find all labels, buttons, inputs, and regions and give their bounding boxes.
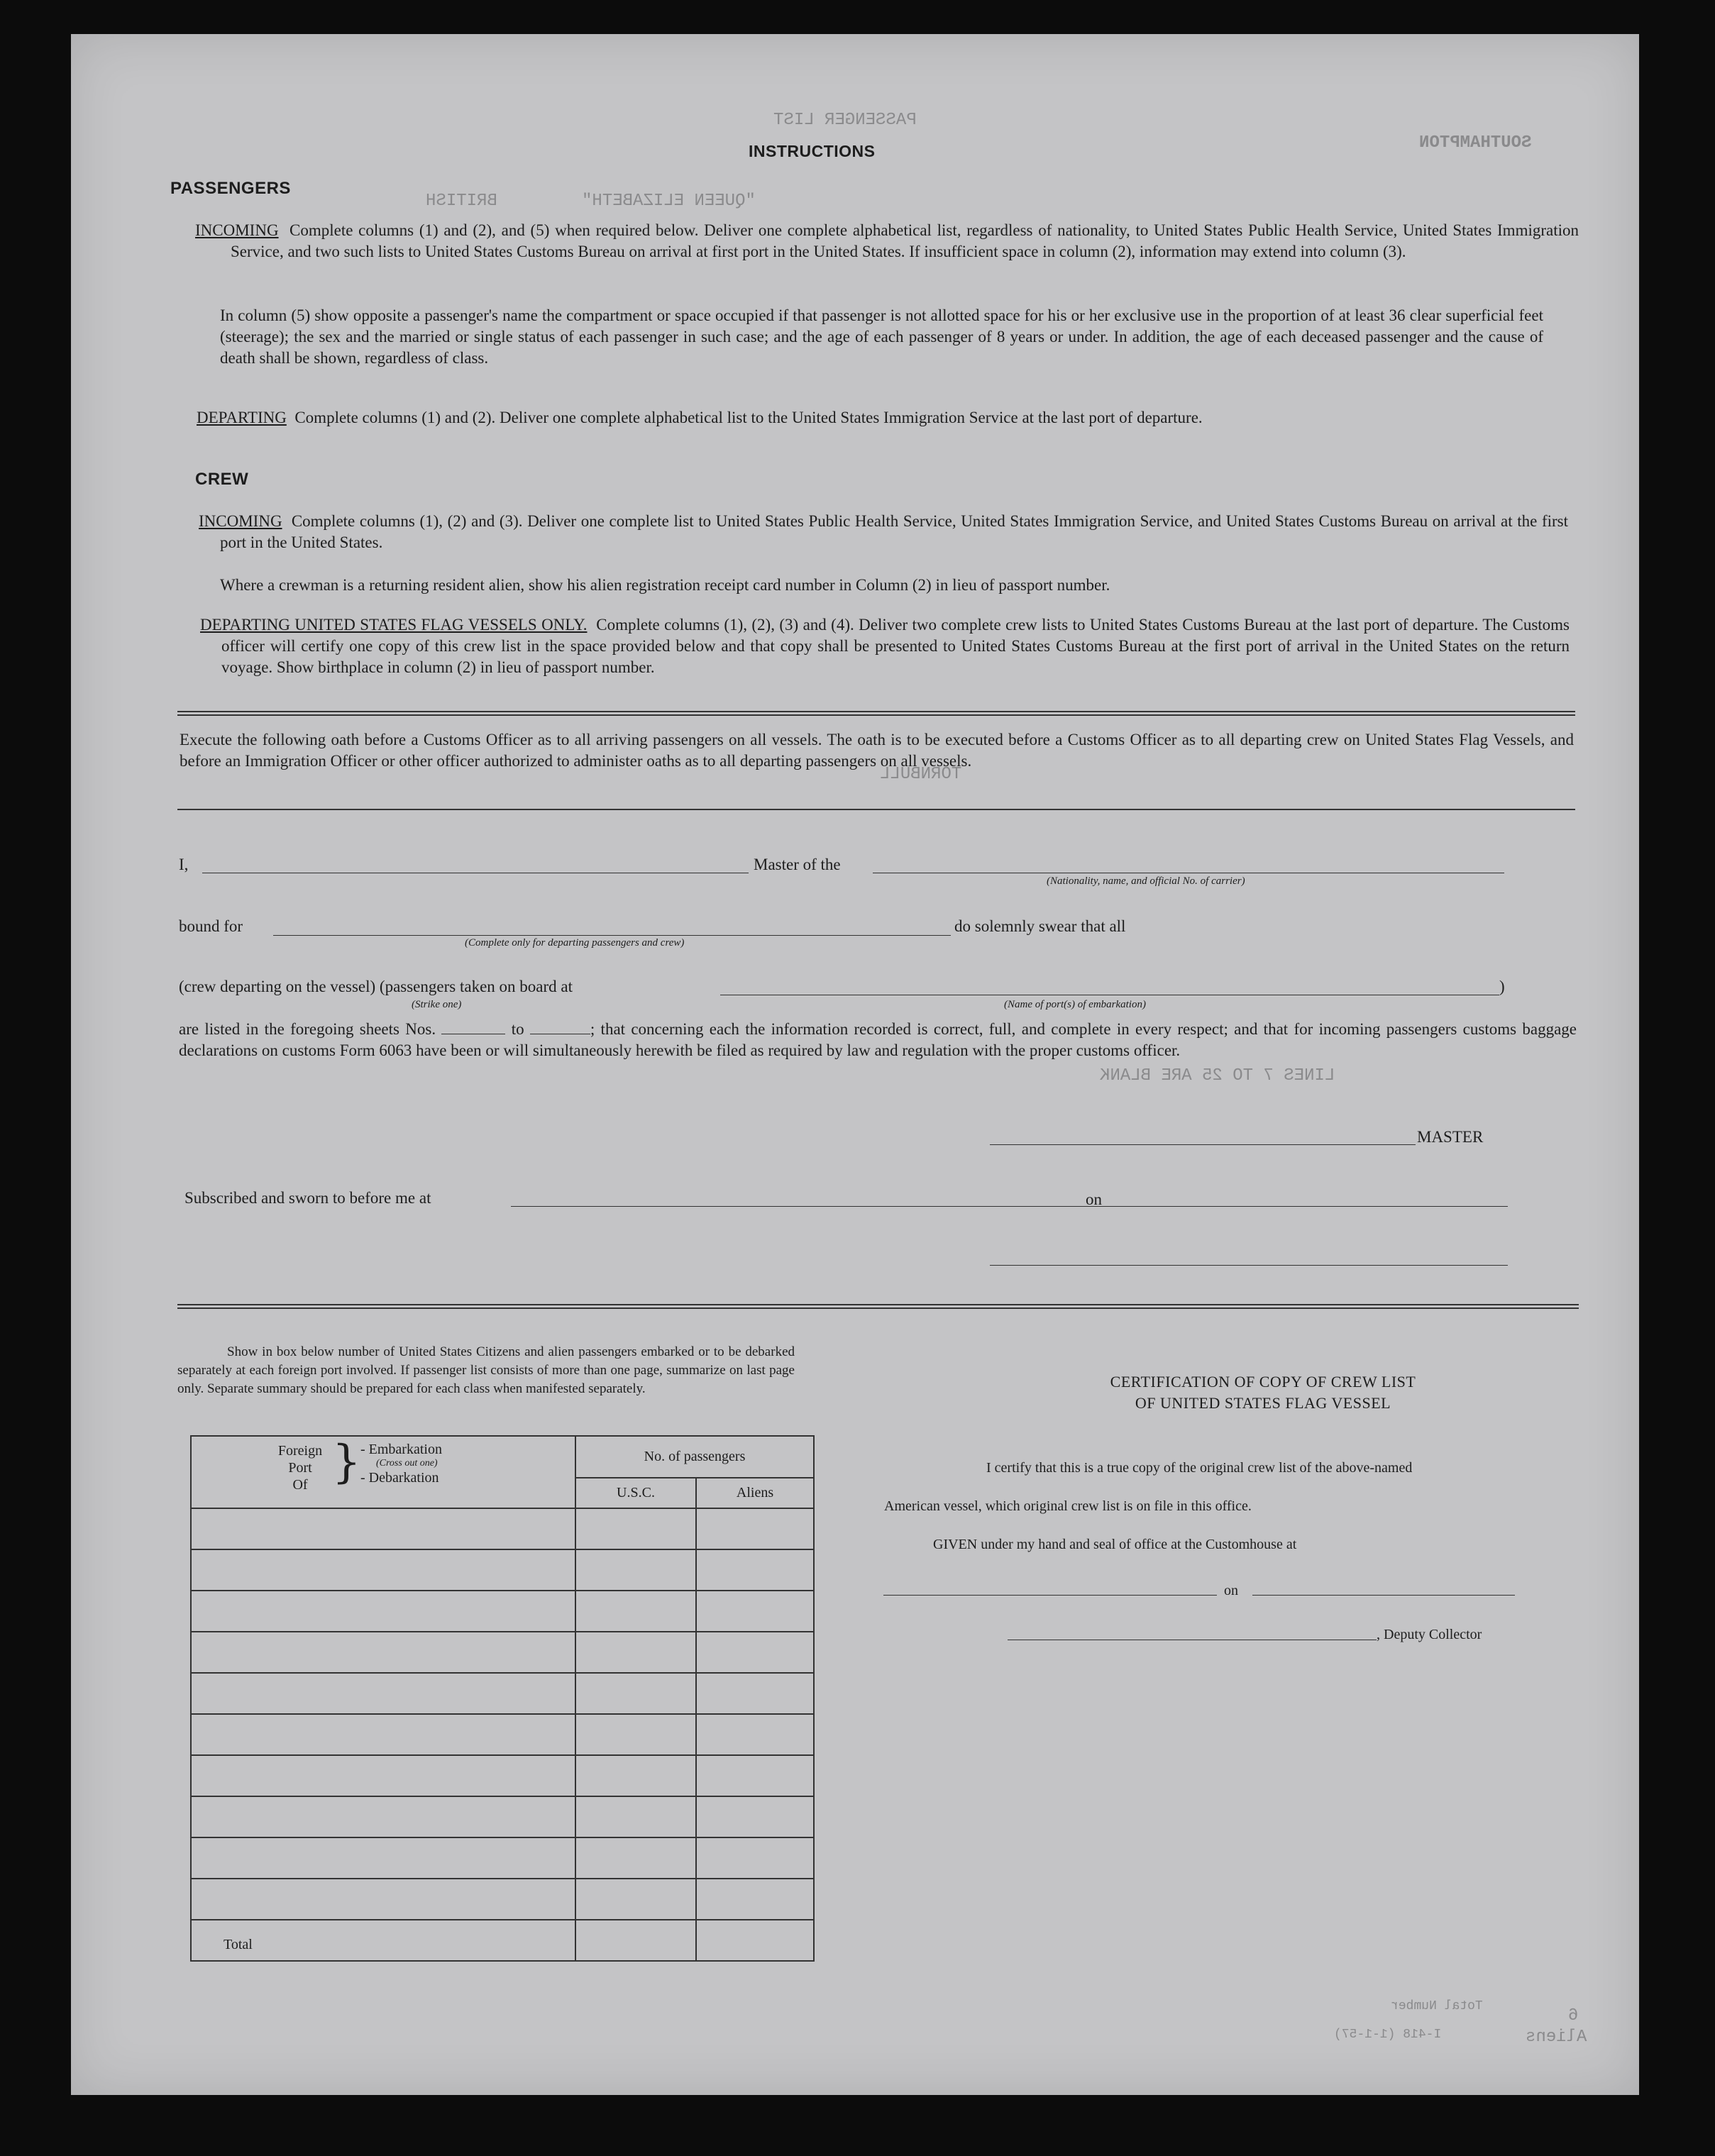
subscribed-on-label: on: [1086, 1190, 1102, 1208]
aliens-total-cell[interactable]: [696, 1920, 814, 1961]
subscribed-date-line[interactable]: [1121, 1206, 1508, 1207]
bleed-through-port: SOUTHAMPTON: [1419, 133, 1532, 153]
bleed-through-count: 6: [1568, 2006, 1579, 2025]
oath-listed-a: are listed in the foregoing sheets Nos.: [179, 1020, 436, 1038]
aliens-cell[interactable]: [696, 1837, 814, 1879]
oath-swear: do solemnly swear that all: [954, 917, 1126, 935]
usc-cell[interactable]: [575, 1755, 696, 1796]
carrier-hint: (Nationality, name, and official No. of carrier): [1047, 875, 1245, 887]
oath-intro: Execute the following oath before a Customs Officer as to all arriving passengers on all vessels. The oath is to be executed before a Customs Officer as to all departing crew on United States Flag Vessels, and before an Immigration Officer or other officer authorized to administer oaths as to all departing passengers on all vessels.: [180, 731, 1574, 770]
oath-divider: [177, 809, 1575, 810]
port-cell[interactable]: [191, 1714, 575, 1755]
aliens-cell[interactable]: [696, 1591, 814, 1632]
section-divider-top: [177, 711, 1575, 716]
usc-cell[interactable]: [575, 1673, 696, 1714]
passengers-departing-paragraph: [197, 407, 1565, 429]
certification-line3: GIVEN under my hand and seal of office at the Customhouse at: [933, 1537, 1297, 1552]
port-cell[interactable]: [191, 1796, 575, 1837]
bleed-through-name: TORNBULL: [880, 765, 962, 784]
port-cell[interactable]: [191, 1508, 575, 1549]
port-cell[interactable]: [191, 1591, 575, 1632]
certification-title-line2: OF UNITED STATES FLAG VESSEL: [1135, 1394, 1391, 1412]
crew-incoming-paragraph: [199, 511, 1568, 553]
passengers-departing-text: Complete columns (1) and (2). Deliver one complete alphabetical list to the United States Immigration Service at the last port of departure.: [294, 409, 1203, 426]
usc-cell[interactable]: [575, 1879, 696, 1920]
passenger-summary-table: [190, 1435, 815, 1962]
of-label: Of: [292, 1477, 308, 1493]
bleed-through-title: PASSENGER LIST: [773, 111, 917, 130]
passengers-column5-paragraph: In column (5) show opposite a passenger's name the compartment or space occupied if that passenger is not allotted space for his or her exclusive use in the proportion of at least 36 clear superficial feet (steerage); the sex and the married or single status of each passenger in such case; and the age of each passenger of 8 years or under. In addition, the age of each deceased passenger and the cause of death shall be shown, regardless of class.: [220, 306, 1543, 367]
subscribed-place-line[interactable]: [511, 1206, 1153, 1207]
port-label: Port: [288, 1460, 312, 1476]
certification-title-line1: CERTIFICATION OF COPY OF CREW LIST: [1110, 1373, 1416, 1391]
total-label: Total: [191, 1920, 575, 1961]
aliens-cell[interactable]: [696, 1755, 814, 1796]
foreign-port-header: [191, 1436, 575, 1508]
cross-out-hint: (Cross out one): [376, 1458, 438, 1469]
port-cell[interactable]: [191, 1837, 575, 1879]
certification-title: [993, 1371, 1533, 1414]
no-passengers-header: No. of passengers: [575, 1436, 814, 1478]
oath-crew-departing: (crew departing on the vessel) (passengers taken on board at: [179, 978, 573, 995]
aliens-cell[interactable]: [696, 1549, 814, 1591]
bound-for-hint: (Complete only for departing passengers and crew): [465, 937, 685, 949]
aliens-cell[interactable]: [696, 1632, 814, 1673]
oath-bound-for: bound for: [179, 917, 243, 935]
aliens-header: Aliens: [696, 1478, 814, 1508]
passengers-heading: PASSENGERS: [170, 179, 291, 198]
crew-resident-paragraph: Where a crewman is a returning resident alien, show his alien registration receipt card number in Column (2) in lieu of passport number.: [220, 576, 1110, 594]
subscribed-label: Subscribed and sworn to before me at: [184, 1189, 431, 1207]
usc-cell[interactable]: [575, 1714, 696, 1755]
customhouse-line[interactable]: [883, 1595, 1217, 1596]
page-title: INSTRUCTIONS: [749, 142, 876, 160]
aliens-cell[interactable]: [696, 1796, 814, 1837]
deputy-collector-label: , Deputy Collector: [1377, 1627, 1482, 1642]
port-cell[interactable]: [191, 1549, 575, 1591]
bleed-through-vessel: "QUEEN ELIZABETH": [582, 192, 756, 211]
usc-header: U.S.C.: [575, 1478, 696, 1508]
debarkation-label[interactable]: - Debarkation: [360, 1470, 439, 1486]
usc-cell[interactable]: [575, 1591, 696, 1632]
crew-departing-label: DEPARTING UNITED STATES FLAG VESSELS ONLY.: [200, 616, 588, 634]
crew-heading: CREW: [195, 470, 249, 489]
aliens-cell[interactable]: [696, 1508, 814, 1549]
bound-for-line[interactable]: [273, 935, 951, 936]
usc-cell[interactable]: [575, 1796, 696, 1837]
passengers-incoming-label: INCOMING: [195, 221, 279, 239]
strike-one-hint: (Strike one): [412, 999, 462, 1010]
bleed-through-aliens: Aliens: [1526, 2028, 1587, 2047]
port-cell[interactable]: [191, 1755, 575, 1796]
crew-departing-text: Complete columns (1), (2), (3) and (4). Deliver two complete crew lists to United States Customs Bureau at the last port of departure. The Customs officer will certify one copy of this crew list in the space provided below and that copy shall be presented to United States Customs Bureau at the first port of arrival in the United States on the return voyage. Show birthplace in column (2) in lieu of passport number.: [221, 616, 1570, 676]
usc-cell[interactable]: [575, 1837, 696, 1879]
port-cell[interactable]: [191, 1673, 575, 1714]
oath-close-paren: ): [1499, 978, 1505, 995]
certification-line1: I certify that this is a true copy of the original crew list of the above-named: [986, 1460, 1413, 1476]
passengers-incoming-paragraph: [195, 220, 1579, 262]
passengers-departing-label: DEPARTING: [197, 409, 287, 426]
oath-master-of: Master of the: [754, 856, 841, 873]
document-page: [71, 34, 1639, 2095]
brace-glyph: }: [332, 1436, 361, 1488]
oath-i-label: I,: [179, 856, 189, 873]
officer-signature-line[interactable]: [990, 1265, 1508, 1266]
bleed-through-form-no: I-418 (1-1-57): [1334, 2028, 1442, 2042]
usc-cell[interactable]: [575, 1508, 696, 1549]
crew-incoming-label: INCOMING: [199, 512, 282, 530]
usc-cell[interactable]: [575, 1549, 696, 1591]
port-embarkation-hint: (Name of port(s) of embarkation): [1004, 999, 1146, 1010]
master-label: MASTER: [1417, 1128, 1484, 1146]
bleed-through-total: Total Number: [1391, 1999, 1483, 2013]
aliens-cell[interactable]: [696, 1714, 814, 1755]
port-cell[interactable]: [191, 1879, 575, 1920]
oath-listed-to: to: [511, 1020, 524, 1038]
passengers-incoming-text: Complete columns (1) and (2), and (5) when required below. Deliver one complete alphabetical list, regardless of nationality, to United States Public Health Service, United States Immigration Service, and two such lists to United States Customs Bureau on arrival at first port in the United States. If insufficient space in column (2), information may extend into column (3).: [231, 221, 1579, 260]
section-divider-bottom: [177, 1304, 1579, 1309]
usc-total-cell[interactable]: [575, 1920, 696, 1961]
bleed-through-flag: BRITISH: [426, 192, 497, 211]
embarkation-label[interactable]: - Embarkation: [360, 1442, 442, 1457]
usc-cell[interactable]: [575, 1632, 696, 1673]
bleed-through-blank-note: LINES 7 TO 25 ARE BLANK: [1100, 1066, 1335, 1085]
aliens-cell[interactable]: [696, 1673, 814, 1714]
sheet-from-line[interactable]: [441, 1024, 505, 1034]
oath-listed-b: ; that concerning each the information recorded is correct, full, and complete in every respect; and that for incoming passengers customs baggage declarations on customs Form 6063 have been or will simultaneously herewith be filed as required by law and regulation with the proper customs officer.: [179, 1020, 1577, 1059]
aliens-cell[interactable]: [696, 1879, 814, 1920]
summary-instructions: Show in box below number of United States Citizens and alien passengers embarked or to be debarked separately at each foreign port involved. If passenger list consists of more than one page, summarize on last page only. Separate summary should be prepared for each class when manifested separately.: [177, 1344, 795, 1396]
sheet-to-line[interactable]: [530, 1024, 590, 1034]
certification-date-line[interactable]: [1252, 1595, 1515, 1596]
port-cell[interactable]: [191, 1632, 575, 1673]
foreign-label: Foreign: [277, 1443, 323, 1459]
certification-line2: American vessel, which original crew list is on file in this office.: [884, 1498, 1252, 1514]
crew-departing-paragraph: [200, 614, 1570, 678]
master-signature-line[interactable]: [990, 1144, 1416, 1145]
certification-on-label: on: [1224, 1583, 1238, 1598]
oath-listed-paragraph: [179, 1019, 1577, 1061]
crew-incoming-text: Complete columns (1), (2) and (3). Deliver one complete list to United States Public Health Service, United States Immigration Service, and United States Customs Bureau on arrival at the first port in the United States.: [220, 512, 1569, 551]
